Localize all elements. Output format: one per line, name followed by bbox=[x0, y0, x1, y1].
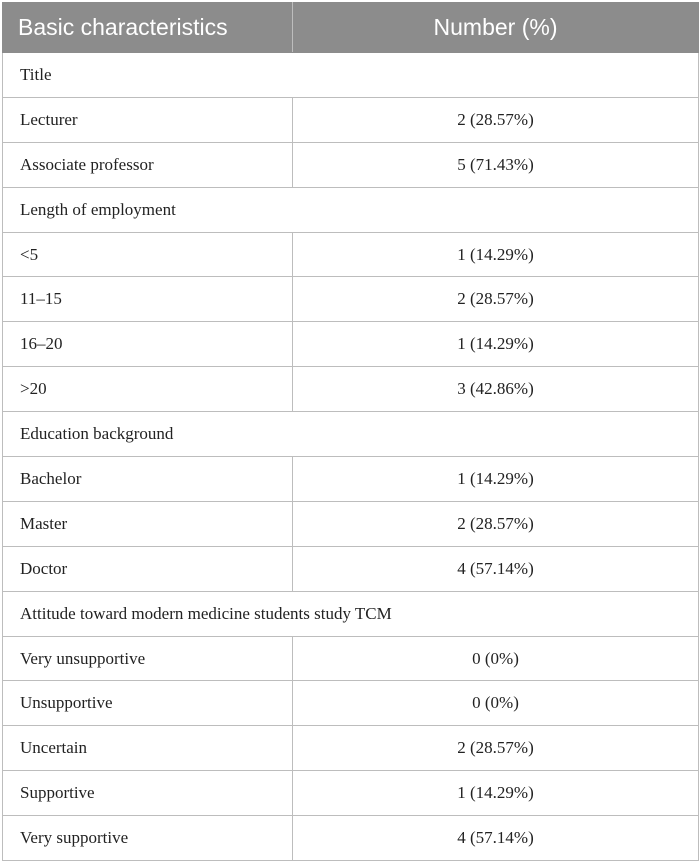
table-row bbox=[3, 771, 699, 816]
table-row bbox=[3, 726, 699, 771]
row-value: 1 (14.29%) bbox=[293, 457, 699, 502]
row-value: 2 (28.57%) bbox=[293, 501, 699, 546]
section-label: Length of employment bbox=[3, 187, 699, 232]
table-row bbox=[3, 367, 699, 412]
header-row bbox=[3, 3, 699, 53]
section-label: Education background bbox=[3, 412, 699, 457]
table-row bbox=[3, 232, 699, 277]
row-label: Lecturer bbox=[3, 97, 293, 142]
section-label: Title bbox=[3, 53, 699, 98]
characteristics-table bbox=[2, 2, 699, 861]
table-row bbox=[3, 501, 699, 546]
table-row bbox=[3, 97, 699, 142]
row-value: 1 (14.29%) bbox=[293, 232, 699, 277]
table-row bbox=[3, 277, 699, 322]
row-value: 5 (71.43%) bbox=[293, 142, 699, 187]
table-row bbox=[3, 546, 699, 591]
row-label: Supportive bbox=[3, 771, 293, 816]
section-row bbox=[3, 187, 699, 232]
section-label: Attitude toward modern medicine students study TCM bbox=[3, 591, 699, 636]
row-value: 1 (14.29%) bbox=[293, 771, 699, 816]
row-value: 2 (28.57%) bbox=[293, 97, 699, 142]
table-row bbox=[3, 322, 699, 367]
table-body bbox=[3, 53, 699, 861]
row-value: 1 (14.29%) bbox=[293, 322, 699, 367]
row-value: 0 (0%) bbox=[293, 636, 699, 681]
row-label: Uncertain bbox=[3, 726, 293, 771]
characteristics-table-container bbox=[0, 2, 700, 865]
section-row bbox=[3, 591, 699, 636]
row-label: <5 bbox=[3, 232, 293, 277]
row-label: 11–15 bbox=[3, 277, 293, 322]
row-label: Bachelor bbox=[3, 457, 293, 502]
table-row bbox=[3, 142, 699, 187]
row-label: Very unsupportive bbox=[3, 636, 293, 681]
row-label: Associate professor bbox=[3, 142, 293, 187]
table-header bbox=[3, 3, 699, 53]
section-row bbox=[3, 53, 699, 98]
header-number-percent: Number (%) bbox=[293, 3, 699, 53]
row-label: Doctor bbox=[3, 546, 293, 591]
table-row bbox=[3, 636, 699, 681]
row-value: 4 (57.14%) bbox=[293, 816, 699, 861]
row-label: Master bbox=[3, 501, 293, 546]
header-basic-characteristics: Basic characteristics bbox=[3, 3, 293, 53]
row-label: 16–20 bbox=[3, 322, 293, 367]
table-row bbox=[3, 457, 699, 502]
row-value: 3 (42.86%) bbox=[293, 367, 699, 412]
row-label: >20 bbox=[3, 367, 293, 412]
table-row bbox=[3, 816, 699, 861]
table-row bbox=[3, 681, 699, 726]
row-value: 2 (28.57%) bbox=[293, 726, 699, 771]
row-label: Unsupportive bbox=[3, 681, 293, 726]
row-label: Very supportive bbox=[3, 816, 293, 861]
row-value: 4 (57.14%) bbox=[293, 546, 699, 591]
row-value: 0 (0%) bbox=[293, 681, 699, 726]
section-row bbox=[3, 412, 699, 457]
row-value: 2 (28.57%) bbox=[293, 277, 699, 322]
